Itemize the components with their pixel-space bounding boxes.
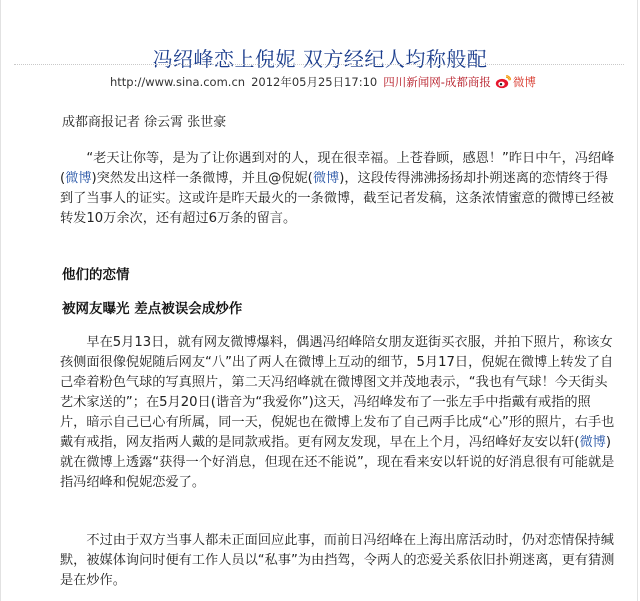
- weibo-inline-link[interactable]: 微博: [65, 171, 92, 186]
- paragraph-1-text-c: )，这段传得沸沸扬扬却扑朔迷离的恋情终于得到了当事人的证实。这或许是昨天最火的一条微博，截至记者发稿，这条浓情蜜意的微博已经被转发10万余次，还有超过6万条的留言。: [60, 171, 614, 226]
- paragraph-1: [60, 149, 616, 229]
- paragraph-2-text-a: 早在5月13日，就有网友微博爆料，偶遇冯绍峰陪女朋友逛街买衣服，并拍下照片，称该女孩侧面很像倪妮随后网友“八”出了两人在微博上互动的细节，5月17日，倪妮在微博上转发了自己牵着粉色气球的写真照片，第二天冯绍峰就在微博图文并茂地表示，“我也有气球！今天街头艺术家送的”；在5月20日(谐音为“我爱你”)这天，冯绍峰发布了一张左手中指戴有戒指的照片，暗示自己已心有所属，同一天，倪妮也在微博上发布了自己两手比成“心”形的照片，右手也戴有戒指，网友指两人戴的是同款戒指。更有网友发现，早在上个月，冯绍峰好友安以轩(: [60, 335, 615, 450]
- article-title: 冯绍峰恋上倪妮 双方经纪人均称般配: [152, 47, 488, 72]
- paragraph-3: 不过由于双方当事人都未正面回应此事，而前日冯绍峰在上海出席活动时，仍对恋情保持缄默，被媒体询问时便有工作人员以“私事”为由挡驾，令两人的恋爱关系依旧扑朔迷离，更有猜测是在炒作。: [60, 533, 615, 588]
- article-meta: [110, 74, 536, 90]
- source-link[interactable]: 四川新闻网-成都商报: [383, 75, 491, 89]
- title-divider: [14, 64, 624, 65]
- weibo-inline-link[interactable]: 微博: [579, 435, 606, 450]
- paragraph-2-text-b: )就在微博上透露“获得一个好消息，但现在还不能说”，现在看来安以轩说的好消息很有可能就是指冯绍峰和倪妮恋爱了。: [60, 435, 615, 490]
- weibo-inline-link[interactable]: 微博: [312, 171, 340, 186]
- section-subheading: 被网友曝光 差点被误会成炒作: [62, 301, 243, 317]
- source-url-link[interactable]: http://www.sina.com.cn: [110, 75, 246, 89]
- weibo-link[interactable]: 微博: [512, 75, 536, 89]
- paragraph-1-text-a: “老天让你等，是为了让你遇到对的人，现在很幸福。上苍眷顾，感恩！”昨日中午，冯绍峰(: [60, 151, 615, 186]
- weibo-icon[interactable]: [495, 75, 511, 89]
- publish-datetime: 2012年05月25日17:10: [251, 75, 378, 89]
- paragraph-1-text-b: )突然发出这样一条微博，并且@倪妮(: [91, 171, 313, 186]
- paragraph-2: [60, 333, 616, 493]
- byline: 成都商报记者 徐云霄 张世豪: [62, 115, 227, 130]
- section-heading: 他们的恋情: [62, 267, 130, 283]
